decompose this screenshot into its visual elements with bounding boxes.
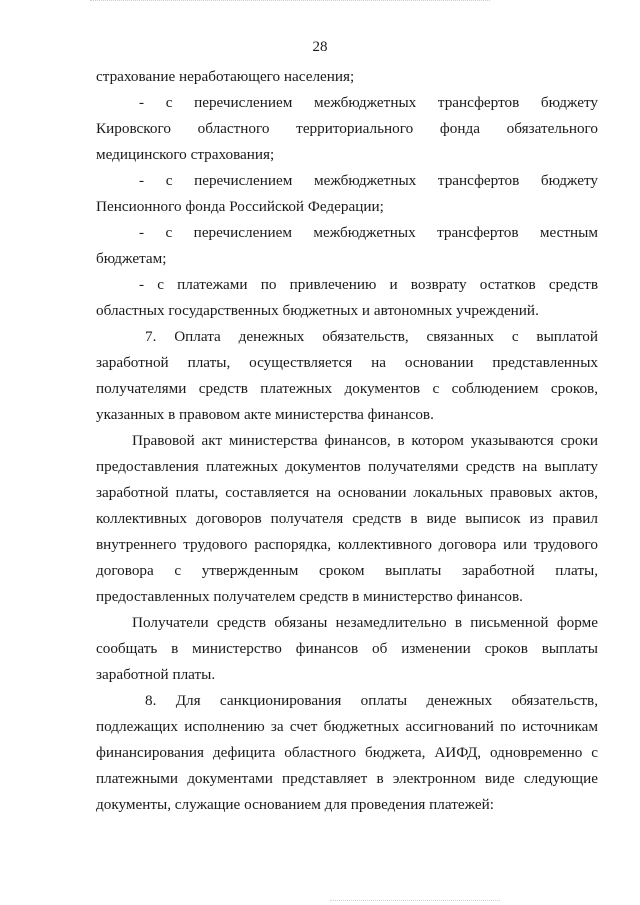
text-line: предоставленных получателем средств в министерство финансов.: [96, 588, 523, 605]
text-line: 7. Оплата денежных обязательств, связанных с выплатой: [145, 328, 598, 345]
text-line: документы, служащие основанием для проведения платежей:: [96, 796, 494, 813]
text-line: предоставления платежных документов получателями средств на выплату: [96, 458, 598, 475]
text-line: Получатели средств обязаны незамедлительно в письменной форме: [132, 614, 598, 631]
text-line: Кировского областного территориального фонда обязательного: [96, 120, 598, 137]
text-line: коллективных договоров получателя средств в виде выписок из правил: [96, 510, 598, 527]
text-line: платежными документами представляет в электронном виде следующие: [96, 770, 598, 787]
page-number: 28: [312, 39, 328, 55]
text-line: медицинского страхования;: [96, 146, 275, 163]
text-line: Правовой акт министерства финансов, в котором указываются сроки: [132, 432, 598, 449]
text-line: Пенсионного фонда Российской Федерации;: [96, 198, 384, 215]
text-line: - с платежами по привлечению и возврату остатков средств: [139, 276, 598, 293]
scan-artifact-bottom: [330, 900, 500, 903]
text-line: финансирования дефицита областного бюджета, АИФД, одновременно с: [96, 744, 598, 761]
text-line: договора с утвержденным сроком выплаты заработной платы,: [96, 562, 598, 579]
text-line: подлежащих исполнению за счет бюджетных ассигнований по источникам: [96, 718, 598, 735]
text-line: 8. Для санкционирования оплаты денежных обязательств,: [145, 692, 598, 709]
text-line: заработной платы.: [96, 666, 216, 683]
text-line: - с перечислением межбюджетных трансфертов бюджету: [139, 94, 598, 111]
text-line: областных государственных бюджетных и автономных учреждений.: [96, 302, 539, 319]
text-line: - с перечислением межбюджетных трансфертов местным: [139, 224, 598, 241]
text-line: страхование неработающего населения;: [96, 68, 355, 85]
text-line: бюджетам;: [96, 250, 167, 267]
text-line: указанных в правовом акте министерства финансов.: [96, 406, 434, 423]
text-line: заработной платы, составляется на основании локальных правовых актов,: [96, 484, 598, 501]
text-line: сообщать в министерство финансов об изменении сроков выплаты: [96, 640, 598, 657]
text-line: заработной платы, осуществляется на основании представленных: [96, 354, 598, 371]
scan-artifact-top: [90, 0, 490, 4]
text-line: получателями средств платежных документов с соблюдением сроков,: [96, 380, 598, 397]
text-line: внутреннего трудового распорядка, коллективного договора или трудового: [96, 536, 598, 553]
text-line: - с перечислением межбюджетных трансфертов бюджету: [139, 172, 598, 189]
